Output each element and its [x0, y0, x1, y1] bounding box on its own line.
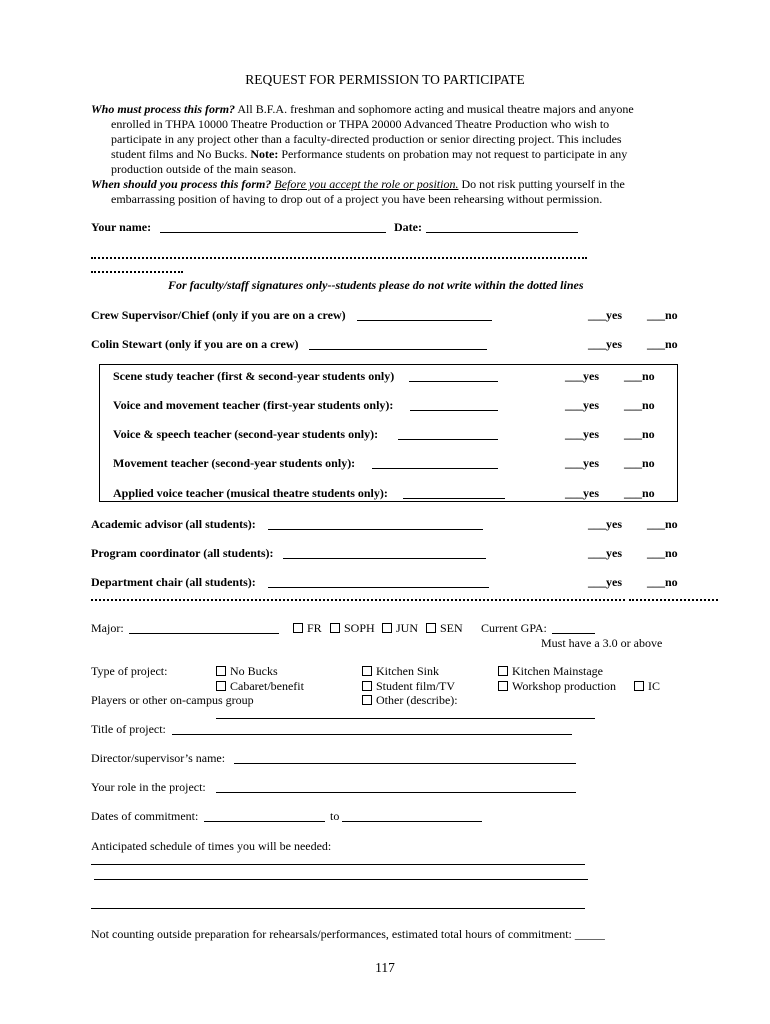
before-accept-text: Before you accept the role or position. [274, 177, 459, 191]
signature-line[interactable] [357, 320, 492, 321]
signature-label: Program coordinator (all students): [91, 546, 274, 560]
dotted-divider [91, 271, 183, 273]
checkbox-icon [362, 695, 372, 705]
student-film-checkbox[interactable]: Student film/TV [362, 679, 455, 693]
gpa-field[interactable] [552, 633, 595, 634]
no-option[interactable]: ___no [624, 398, 655, 412]
gpa-label: Current GPA: [481, 621, 547, 635]
intro-line: All B.F.A. freshman and sophomore acting and musical theatre majors and anyone [237, 102, 634, 116]
signature-line[interactable] [372, 468, 498, 469]
no-option[interactable]: ___no [647, 308, 678, 322]
signature-label: Movement teacher (second-year students only): [113, 456, 356, 470]
no-option[interactable]: ___no [647, 517, 678, 531]
title-of-project-label: Title of project: [91, 722, 166, 736]
faculty-note: For faculty/staff signatures only--students please do not write within the dotted lines [168, 278, 584, 292]
major-field[interactable] [129, 633, 279, 634]
director-label: Director/supervisor’s name: [91, 751, 226, 765]
no-option[interactable]: ___no [647, 337, 678, 351]
checkbox-icon [216, 666, 226, 676]
director-field[interactable] [234, 763, 576, 764]
signature-line[interactable] [283, 558, 486, 559]
yes-option[interactable]: ___yes [588, 337, 622, 351]
signature-line[interactable] [268, 587, 489, 588]
schedule-field[interactable] [91, 908, 585, 909]
intro-line: participate in any project other than a faculty-directed production or senior directing project. This includes [111, 132, 622, 146]
signature-label: Academic advisor (all students): [91, 517, 256, 531]
no-option[interactable]: ___no [647, 575, 678, 589]
year-soph-checkbox[interactable]: SOPH [330, 621, 375, 635]
schedule-label: Anticipated schedule of times you will be needed: [91, 839, 332, 853]
page-number: 117 [375, 960, 395, 975]
checkbox-icon [382, 623, 392, 633]
players-text: Players or other on-campus group [91, 693, 254, 707]
hours-text: Not counting outside preparation for rehearsals/performances, estimated total hours of commitment: _____ [91, 927, 605, 941]
year-jun-checkbox[interactable]: JUN [382, 621, 418, 635]
other-describe-field[interactable] [216, 718, 595, 719]
dates-end-field[interactable] [342, 821, 482, 822]
to-label: to [330, 809, 340, 823]
intro-text [91, 102, 671, 207]
signature-label: Voice and movement teacher (first-year students only): [113, 398, 394, 412]
signature-label: Voice & speech teacher (second-year students only): [113, 427, 379, 441]
no-bucks-checkbox[interactable]: No Bucks [216, 664, 278, 678]
dotted-divider [629, 599, 718, 601]
workshop-production-checkbox[interactable]: Workshop production [498, 679, 616, 693]
signature-label: Scene study teacher (first & second-year students only) [113, 369, 395, 383]
year-sen-checkbox[interactable]: SEN [426, 621, 463, 635]
yes-option[interactable]: ___yes [565, 427, 599, 441]
signature-line[interactable] [410, 410, 498, 411]
year-fr-checkbox[interactable]: FR [293, 621, 322, 635]
signature-line[interactable] [309, 349, 487, 350]
no-option[interactable]: ___no [624, 427, 655, 441]
intro-line: production outside of the main season. [111, 162, 297, 176]
signature-label: Applied voice teacher (musical theatre students only): [113, 486, 388, 500]
yes-option[interactable]: ___yes [588, 546, 622, 560]
yes-option[interactable]: ___yes [565, 369, 599, 383]
yes-option[interactable]: ___yes [588, 575, 622, 589]
checkbox-icon [293, 623, 303, 633]
intro-line: Performance students on probation may not request to participate in any [281, 147, 628, 161]
your-name-label: Your name: [91, 220, 152, 234]
page-title: REQUEST FOR PERMISSION TO PARTICIPATE [245, 72, 525, 87]
major-label: Major: [91, 621, 124, 635]
schedule-field[interactable] [94, 879, 588, 880]
yes-option[interactable]: ___yes [588, 517, 622, 531]
kitchen-mainstage-checkbox[interactable]: Kitchen Mainstage [498, 664, 603, 678]
dotted-divider [91, 599, 625, 601]
kitchen-sink-checkbox[interactable]: Kitchen Sink [362, 664, 439, 678]
title-of-project-field[interactable] [172, 734, 572, 735]
signature-label: Department chair (all students): [91, 575, 256, 589]
signature-label: Colin Stewart (only if you are on a crew) [91, 337, 299, 351]
checkbox-icon [362, 681, 372, 691]
gpa-note: Must have a 3.0 or above [541, 636, 663, 650]
checkbox-icon [498, 666, 508, 676]
signature-label: Crew Supervisor/Chief (only if you are on a crew) [91, 308, 346, 322]
signature-line[interactable] [398, 439, 498, 440]
checkbox-icon [362, 666, 372, 676]
yes-option[interactable]: ___yes [565, 398, 599, 412]
other-checkbox[interactable]: Other (describe): [362, 693, 458, 707]
intro-line: Do not risk putting yourself in the [461, 177, 625, 191]
who-question: Who must process this form? [91, 102, 236, 116]
date-label: Date: [394, 220, 422, 234]
dotted-divider [91, 257, 587, 259]
intro-line: embarrassing position of having to drop out of a project you have been rehearsing without permission. [111, 192, 603, 206]
your-name-field[interactable] [160, 232, 386, 233]
dates-label: Dates of commitment: [91, 809, 199, 823]
dates-start-field[interactable] [204, 821, 325, 822]
checkbox-icon [426, 623, 436, 633]
checkbox-icon [634, 681, 644, 691]
role-field[interactable] [216, 792, 576, 793]
intro-line: student films and No Bucks. [111, 147, 248, 161]
role-label: Your role in the project: [91, 780, 206, 794]
date-field[interactable] [426, 232, 578, 233]
signature-line[interactable] [409, 381, 498, 382]
no-option[interactable]: ___no [624, 369, 655, 383]
note-label: Note: [250, 147, 279, 161]
signature-line[interactable] [403, 498, 505, 499]
yes-option[interactable]: ___yes [565, 456, 599, 470]
ic-checkbox[interactable]: IC [634, 679, 660, 693]
signature-line[interactable] [268, 529, 483, 530]
project-type-label: Type of project: [91, 664, 168, 678]
checkbox-icon [498, 681, 508, 691]
cabaret-checkbox[interactable]: Cabaret/benefit [216, 679, 304, 693]
intro-line: enrolled in THPA 10000 Theatre Production or THPA 20000 Advanced Theatre Production who wish to [111, 117, 610, 131]
checkbox-icon [216, 681, 226, 691]
checkbox-icon [330, 623, 340, 633]
no-option[interactable]: ___no [624, 486, 655, 500]
no-option[interactable]: ___no [647, 546, 678, 560]
when-question: When should you process this form? [91, 177, 272, 191]
yes-option[interactable]: ___yes [565, 486, 599, 500]
no-option[interactable]: ___no [624, 456, 655, 470]
schedule-field[interactable] [91, 864, 585, 865]
yes-option[interactable]: ___yes [588, 308, 622, 322]
